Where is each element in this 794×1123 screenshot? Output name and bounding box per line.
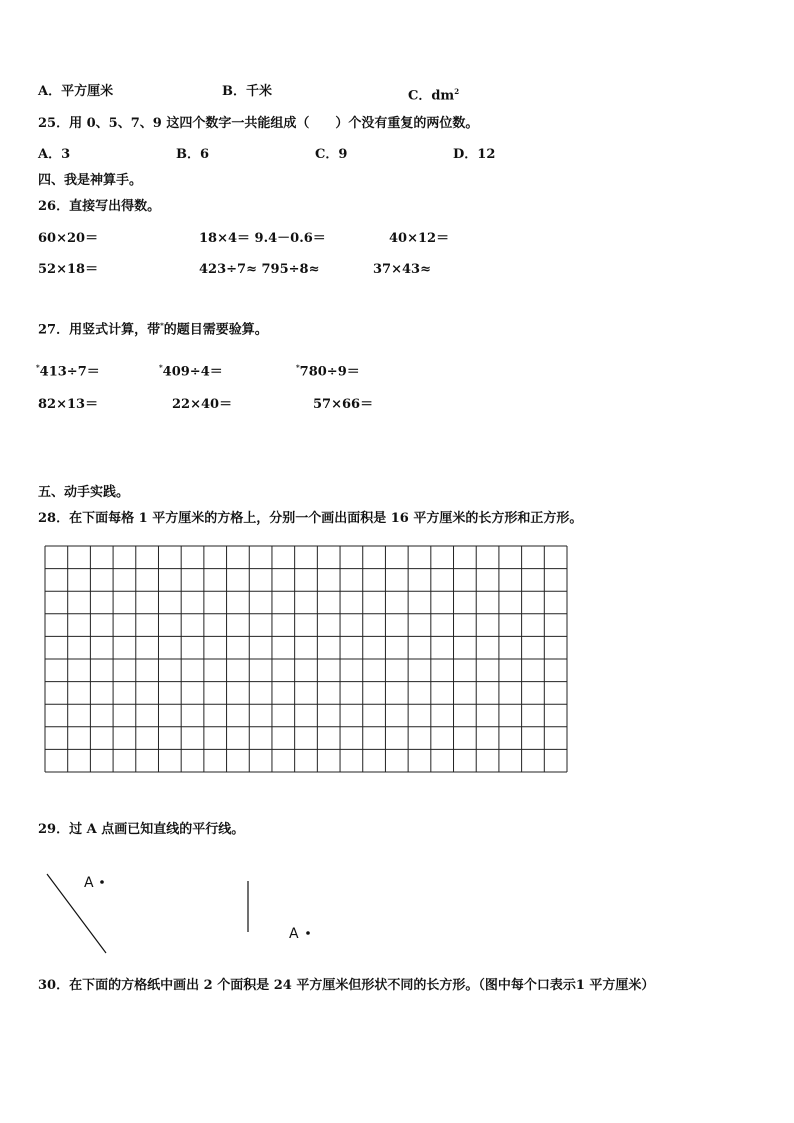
verify-star: * <box>36 363 40 372</box>
q26-item: 18×4＝ 9.4－0.6＝ <box>199 231 326 246</box>
q30-stem: 30．在下面的方格纸中画出 2 个面积是 24 平方厘米但形状不同的长方形。（图中每个口表示1 平方厘米） <box>38 978 655 993</box>
point-a-dot <box>100 880 104 884</box>
point-a-label: A <box>289 926 299 942</box>
q26-item: 60×20＝ <box>38 231 99 246</box>
q26-stem: 26．直接写出得数。 <box>38 199 161 214</box>
q28-square-grid <box>44 545 568 773</box>
q25-stem: 25．用 0、5、7、9 这四个数字一共能组成（ ）个没有重复的两位数。 <box>38 116 479 131</box>
section-5-heading: 五、动手实践。 <box>38 485 130 500</box>
q27-stem-after: 的题目需要验算。 <box>163 322 268 338</box>
q27-item: 22×40＝ <box>172 397 233 412</box>
q27-item-text: 409÷4＝ <box>162 364 223 380</box>
q28-stem: 28．在下面每格 1 平方厘米的方格上，分别一个画出面积是 16 平方厘米的长方形和正方形。 <box>38 511 583 526</box>
q25-option-c: C．9 <box>315 147 348 162</box>
q26-item: 40×12＝ <box>389 231 450 246</box>
q24-option-c-text: C．dm <box>408 88 455 104</box>
q29-figure <box>0 860 400 960</box>
q24-option-c-superscript: 2 <box>454 87 460 96</box>
q26-item: 423÷7≈ 795÷8≈ <box>199 262 320 277</box>
q27-item-text: 413÷7＝ <box>39 364 100 380</box>
q27-item <box>296 360 360 380</box>
q24-option-b: B．千米 <box>222 84 272 99</box>
q24-option-a: A．平方厘米 <box>38 84 114 99</box>
q26-item: 37×43≈ <box>373 262 431 277</box>
q25-option-a: A．3 <box>38 147 71 162</box>
q25-option-d: D．12 <box>453 147 496 162</box>
q25-option-b: B．6 <box>176 147 210 162</box>
point-a-label: A <box>84 875 94 891</box>
q27-stem-star: * <box>160 321 164 330</box>
q27-item <box>159 360 223 380</box>
point-a-dot <box>306 931 310 935</box>
q27-stem <box>38 318 268 338</box>
q27-stem-before: 27．用竖式计算，带 <box>38 322 161 338</box>
verify-star: * <box>159 363 163 372</box>
given-line-diagonal <box>47 874 106 953</box>
q27-item <box>36 360 100 380</box>
q29-stem: 29．过 A 点画已知直线的平行线。 <box>38 822 245 837</box>
q27-item: 57×66＝ <box>313 397 374 412</box>
verify-star: * <box>296 363 300 372</box>
q24-option-c <box>408 84 459 104</box>
q27-item-text: 780÷9＝ <box>299 364 360 380</box>
q27-item: 82×13＝ <box>38 397 99 412</box>
section-4-heading: 四、我是神算手。 <box>38 173 143 188</box>
q26-item: 52×18＝ <box>38 262 99 277</box>
